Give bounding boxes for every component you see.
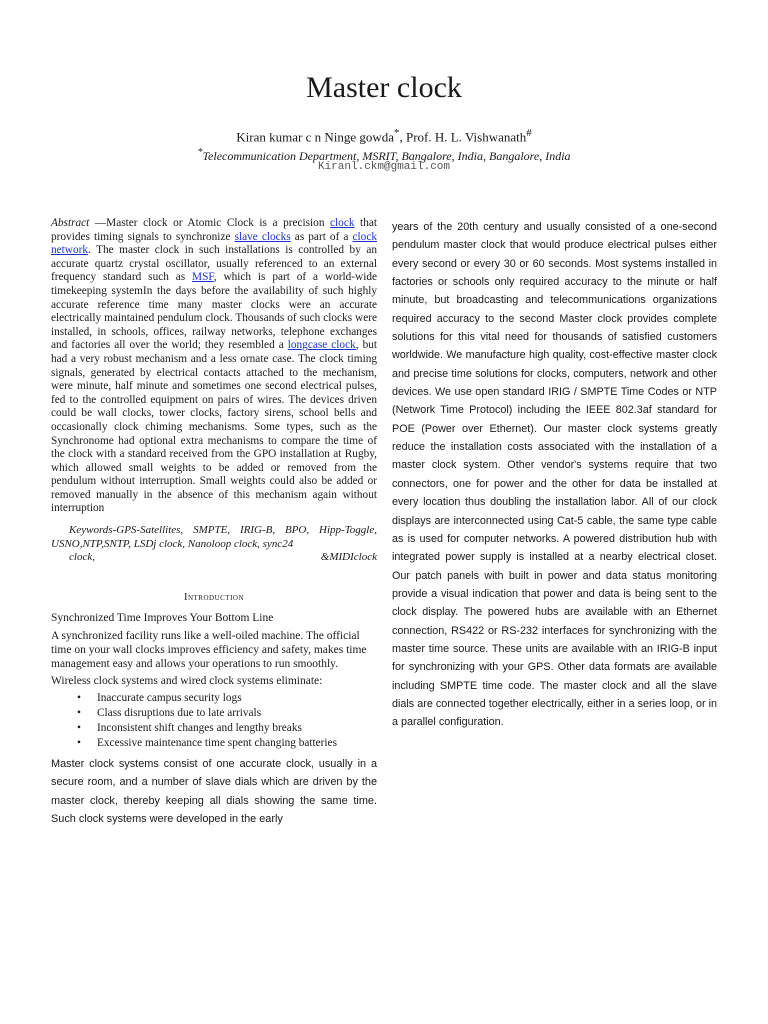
abstract	[51, 217, 377, 516]
abstract-text-2: that provides timing signals to synchronize	[51, 217, 377, 243]
abstract-text-3: as part of a	[290, 230, 353, 243]
intro-list-lead: Wireless clock systems and wired clock systems eliminate:	[51, 674, 323, 687]
list-item: • Inaccurate campus security logs	[51, 691, 377, 706]
intro-paragraph-1: A synchronized facility runs like a well-oiled machine. The official time on your wall clocks improves efficiency and safety, makes time management easy and allows your operations to run smoothly.	[51, 629, 367, 670]
left-column	[51, 217, 377, 829]
abstract-text-1: —Master clock or Atomic Clock is a precision	[89, 217, 331, 229]
abstract-text-4: . The master clock in such installations is controlled by an accurate quartz crystal oscillator, usually referenced to an external frequency standard such as	[51, 244, 377, 284]
keywords-tail: clock, &MIDIclock	[69, 551, 377, 564]
link-msf[interactable]: MSF	[192, 271, 214, 284]
list-item: • Excessive maintenance time spent changing batteries	[51, 736, 377, 751]
keywords	[51, 524, 377, 565]
author-separator: ,	[399, 129, 406, 145]
abstract-label: Abstract	[51, 217, 90, 229]
affiliation-text: Telecommunication Department, MSRIT, Bangalore, India, Bangalore, India	[202, 149, 571, 163]
author-line	[0, 125, 768, 145]
section-heading-introduction: Introduction	[183, 591, 245, 603]
intro-bullet-list	[51, 691, 377, 751]
abstract-text-6: , but had a very robust mechanism and a less ornate case. The clock timing signals, generated by electrical contacts attached to the mechanism, were minute, half minute and sometimes one second electrical pulses, fed to the controlled equipment on pairs of wires. The devices driven could be wall clocks, tower clocks, factory sirens, school bells and occasionally clock chiming mechanisms. Some types, such as the Synchronome had optional extra mechanisms to compare the time of the clock with a standard received from the GPO installation at Rugby, which allowed small weights to be added or removed from the pendulum without interruption. Small weights could also be added or removed manually in the absence of this mechanism again without interruption	[51, 339, 378, 515]
link-slave-clocks[interactable]: slave clocks	[234, 230, 291, 243]
paper-title: Master clock	[306, 71, 462, 104]
section-subheading: Synchronized Time Improves Your Bottom Line	[51, 611, 274, 624]
author-email[interactable]: Kiranl.ckm@gmail.com	[317, 161, 451, 173]
abstract-text-5: , which is part of a world-wide timekeeping systemIn the days before the availability of such highly accurate reference time many master clocks were an accurate electrically maintained pendulum clock. Thousands of such clocks were installed, in schools, offices, railway networks, telephone exchanges and factories all over the world; they resembled a	[51, 271, 377, 352]
author-2-mark: #	[526, 127, 532, 139]
right-column	[392, 218, 717, 732]
intro-paragraph-2: Master clock systems consist of one accurate clock, usually in a secure room, and a number of slave dials which are driven by the master clock, thereby keeping all dials showing the same time. Such clock systems were developed in the early	[51, 757, 377, 826]
author-2: Prof. H. L. Vishwanath	[405, 129, 527, 145]
link-clock[interactable]: clock	[330, 217, 355, 229]
link-longcase-clock[interactable]: longcase clock	[287, 339, 356, 352]
link-clock-network[interactable]: clock network	[51, 230, 377, 257]
author-1-mark: *	[394, 127, 400, 139]
keywords-main: Keywords-GPS-Satellites, SMPTE, IRIG-B, BPO, Hipp-Toggle, USNO,NTP,SNTP, LSDj clock, Nanoloop clock, sync24	[51, 524, 377, 550]
list-item: • Inconsistent shift changes and lengthy breaks	[51, 721, 377, 736]
list-item: • Class disruptions due to late arrivals	[51, 706, 377, 721]
author-1: Kiran kumar c n Ninge gowda	[236, 129, 395, 145]
right-column-paragraph: years of the 20th century and usually consisted of a one-second pendulum master clock that would produce electrical pulses either every second or every 30 or 60 seconds. Most systems installed in factories or schools only required accuracy to the minute or half minute, but broadcasting and telecommunications organizations required accuracy to the second Master clock provides complete solutions for this vital need for thousands of satisfied customers worldwide. We manufacture high quality, cost-effective master clock and precise time solutions for clocks, computers, network and other devices. We use open standard IRIG / SMPTE Time Codes or NTP (Network Time Protocol) including the IEEE 802.3af standard for POE (Power over Ethernet). Our master clock systems greatly reduce the installation costs associated with the installation of a master clock system. Other vendor's systems require that two connectors, one for power and the other for data be installed at every location thus doubling the installation labor. All of our clock displays are interconnected using Cat-5 cable, the same type cable as is used for computer networks. A powered distribution hub with integrated power supply is installed at a nearby electrical closet. Our patch panels with built in power and data status monitoring provide a visual indication that power and data is being sent to the clock display. The powered hubs are available with an Ethernet connection, RS422 or RS-232 interfaces for synchronizing with the master time source. These units are available with an IRIG-B input for synchronizing with your GPS. Other data formats are available including SMPTE time code. The master clock and all the slave dials are connected together electrically, either in a series loop, or in a parallel configuration.	[392, 221, 717, 729]
affiliation-mark: *	[197, 147, 203, 158]
